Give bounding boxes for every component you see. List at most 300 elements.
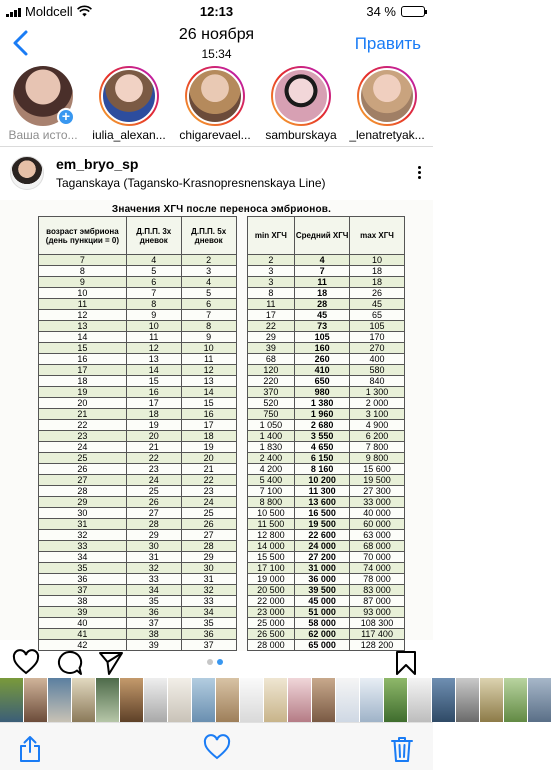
- table-header: возраст эмбриона (день пункции = 0): [39, 217, 127, 255]
- table-gap: [236, 332, 247, 343]
- table-cell: 3 100: [350, 409, 405, 420]
- table-cell: 34: [126, 585, 181, 596]
- table-cell: 15 600: [350, 464, 405, 475]
- table-cell: 27 200: [295, 552, 350, 563]
- table-cell: 29: [126, 530, 181, 541]
- table-gap: [236, 519, 247, 530]
- table-cell: 18: [350, 277, 405, 288]
- table-cell: 4: [126, 255, 181, 266]
- thumbnail[interactable]: [96, 678, 119, 722]
- table-cell: 1 050: [247, 420, 295, 431]
- more-options-icon[interactable]: [418, 166, 421, 179]
- thumbnail[interactable]: [408, 678, 431, 722]
- stories-tray: [0, 66, 433, 144]
- table-cell: 30: [126, 541, 181, 552]
- table-gap: [236, 596, 247, 607]
- carrier-name: Moldcell: [25, 4, 73, 19]
- table-cell: 39: [247, 343, 295, 354]
- table-cell: 22: [247, 321, 295, 332]
- table-cell: 650: [295, 376, 350, 387]
- table-cell: 22: [181, 475, 236, 486]
- table-cell: 12 800: [247, 530, 295, 541]
- table-cell: 40 000: [350, 508, 405, 519]
- table-cell: 15 500: [247, 552, 295, 563]
- table-cell: 19 500: [295, 519, 350, 530]
- table-cell: 31 000: [295, 563, 350, 574]
- table-cell: 580: [350, 365, 405, 376]
- table-cell: 33: [181, 596, 236, 607]
- table-cell: 35: [181, 618, 236, 629]
- table-cell: 23: [39, 431, 127, 442]
- table-cell: 21: [126, 442, 181, 453]
- table-header: Д.П.П. 3х дневок: [126, 217, 181, 255]
- bottom-toolbar: [0, 722, 433, 770]
- table-cell: 6 150: [295, 453, 350, 464]
- table-cell: 18: [295, 288, 350, 299]
- table-cell: 27 300: [350, 486, 405, 497]
- table-cell: 15: [39, 343, 127, 354]
- thumbnail[interactable]: [240, 678, 263, 722]
- story-item[interactable]: [258, 66, 344, 142]
- carousel-dot-active: [217, 659, 223, 665]
- table-cell: 31: [39, 519, 127, 530]
- table-cell: 18: [126, 409, 181, 420]
- table-cell: 7 100: [247, 486, 295, 497]
- thumbnail[interactable]: [0, 678, 23, 722]
- photo-thumbnail-strip[interactable]: [0, 678, 433, 722]
- table-cell: 120: [247, 365, 295, 376]
- table-gap: [236, 398, 247, 409]
- table-gap: [236, 585, 247, 596]
- table-cell: 78 000: [350, 574, 405, 585]
- table-header: max ХГЧ: [350, 217, 405, 255]
- table-cell: 5: [126, 266, 181, 277]
- table-cell: 10: [181, 343, 236, 354]
- table-cell: 9: [39, 277, 127, 288]
- table-cell: 45: [350, 299, 405, 310]
- table-cell: 12: [126, 343, 181, 354]
- table-row: [39, 387, 405, 398]
- table-cell: 18: [39, 376, 127, 387]
- table-cell: 14: [39, 332, 127, 343]
- table-cell: 14: [181, 387, 236, 398]
- table-cell: 11: [181, 354, 236, 365]
- table-cell: 17: [247, 310, 295, 321]
- story-ring: [99, 66, 159, 126]
- post-image[interactable]: [0, 200, 433, 650]
- table-gap: [236, 420, 247, 431]
- avatar: [359, 68, 415, 124]
- nav-date: 26 ноября: [178, 26, 255, 43]
- table-cell: 32: [181, 585, 236, 596]
- table-cell: 31: [126, 552, 181, 563]
- thumbnail[interactable]: [504, 678, 527, 722]
- table-cell: 39: [126, 640, 181, 651]
- table-cell: 2 400: [247, 453, 295, 464]
- avatar: [13, 66, 73, 126]
- table-cell: 6: [181, 299, 236, 310]
- table-gap: [236, 574, 247, 585]
- table-gap: [236, 497, 247, 508]
- table-row: [39, 321, 405, 332]
- table-cell: 17 100: [247, 563, 295, 574]
- story-own[interactable]: [0, 66, 86, 142]
- table-cell: 400: [350, 354, 405, 365]
- table-cell: 65: [350, 310, 405, 321]
- table-cell: 14 000: [247, 541, 295, 552]
- table-cell: 32: [126, 563, 181, 574]
- table-gap: [236, 607, 247, 618]
- table-row: [39, 332, 405, 343]
- table-row: [39, 420, 405, 431]
- table-cell: 23: [126, 464, 181, 475]
- table-cell: 750: [247, 409, 295, 420]
- table-cell: 27: [39, 475, 127, 486]
- clock: 12:13: [199, 4, 234, 19]
- table-cell: 260: [295, 354, 350, 365]
- thumbnail[interactable]: [288, 678, 311, 722]
- post-username[interactable]: em_bryo_sp: [56, 156, 139, 172]
- table-cell: 7: [126, 288, 181, 299]
- table-row: [39, 585, 405, 596]
- table-cell: 25 000: [247, 618, 295, 629]
- table-cell: 22: [39, 420, 127, 431]
- table-cell: 20: [126, 431, 181, 442]
- table-cell: 32: [39, 530, 127, 541]
- post-actions: [0, 646, 433, 678]
- table-row: [39, 310, 405, 321]
- table-row: [39, 574, 405, 585]
- table-cell: 8: [39, 266, 127, 277]
- table-cell: 11: [39, 299, 127, 310]
- table-row: [39, 541, 405, 552]
- table-cell: 25: [39, 453, 127, 464]
- table-cell: 25: [181, 508, 236, 519]
- table-row: [39, 398, 405, 409]
- table-cell: 2: [181, 255, 236, 266]
- table-cell: 37: [126, 618, 181, 629]
- avatar: [187, 68, 243, 124]
- table-cell: 170: [350, 332, 405, 343]
- table-cell: 15: [126, 376, 181, 387]
- table-cell: 36: [126, 607, 181, 618]
- bookmark-icon[interactable]: [395, 650, 417, 676]
- thumbnail[interactable]: [480, 678, 503, 722]
- table-cell: 13: [181, 376, 236, 387]
- table-cell: 2 680: [295, 420, 350, 431]
- table-cell: 1 300: [350, 387, 405, 398]
- thumbnail[interactable]: [216, 678, 239, 722]
- thumbnail[interactable]: [120, 678, 143, 722]
- table-cell: 20: [39, 398, 127, 409]
- table-header: min ХГЧ: [247, 217, 295, 255]
- table-cell: 34: [181, 607, 236, 618]
- table-cell: 45: [295, 310, 350, 321]
- table-cell: 28: [126, 519, 181, 530]
- add-story-icon[interactable]: +: [57, 108, 75, 126]
- table-cell: 34: [39, 552, 127, 563]
- table-gap: [236, 530, 247, 541]
- table-cell: 39: [39, 607, 127, 618]
- table-cell: 31: [181, 574, 236, 585]
- carousel-dot: [207, 659, 213, 665]
- heart-icon[interactable]: [203, 735, 231, 761]
- table-cell: 19 000: [247, 574, 295, 585]
- avatar: [273, 68, 329, 124]
- table-cell: 28 000: [247, 640, 295, 651]
- table-cell: 5: [181, 288, 236, 299]
- table-cell: 19 500: [350, 475, 405, 486]
- table-cell: 160: [295, 343, 350, 354]
- table-cell: 23 000: [247, 607, 295, 618]
- table-cell: 105: [295, 332, 350, 343]
- battery-icon: [401, 6, 425, 17]
- table-cell: 10: [350, 255, 405, 266]
- thumbnail[interactable]: [48, 678, 71, 722]
- table-header-row: [39, 217, 405, 255]
- table-row: [39, 354, 405, 365]
- battery-percent: 34 %: [366, 4, 396, 19]
- table-cell: 73: [295, 321, 350, 332]
- table-cell: 26 500: [247, 629, 295, 640]
- table-cell: 62 000: [295, 629, 350, 640]
- table-row: [39, 618, 405, 629]
- table-cell: 70 000: [350, 552, 405, 563]
- table-cell: 13 600: [295, 497, 350, 508]
- story-name: iulia_alexan...: [92, 128, 166, 142]
- table-cell: 33 000: [350, 497, 405, 508]
- table-cell: 37: [39, 585, 127, 596]
- table-gap: [236, 266, 247, 277]
- table-row: [39, 563, 405, 574]
- table-row: [39, 508, 405, 519]
- avatar[interactable]: [10, 156, 44, 190]
- table-header: Средний ХГЧ: [295, 217, 350, 255]
- table-cell: 51 000: [295, 607, 350, 618]
- table-cell: 15: [181, 398, 236, 409]
- table-cell: 17: [126, 398, 181, 409]
- table-cell: 22 000: [247, 596, 295, 607]
- trash-icon[interactable]: [390, 735, 414, 763]
- table-cell: 7 800: [350, 442, 405, 453]
- table-cell: 35: [39, 563, 127, 574]
- table-cell: 3: [247, 266, 295, 277]
- table-cell: 270: [350, 343, 405, 354]
- table-cell: 9: [126, 310, 181, 321]
- table-gap: [236, 365, 247, 376]
- table-cell: 28: [181, 541, 236, 552]
- table-title: Значения ХГЧ после переноса эмбрионов.: [111, 204, 332, 215]
- thumbnail[interactable]: [24, 678, 47, 722]
- thumbnail[interactable]: [168, 678, 191, 722]
- table-gap: [236, 563, 247, 574]
- table-cell: 24: [181, 497, 236, 508]
- table-gap: [236, 288, 247, 299]
- table-row: [39, 277, 405, 288]
- table-row: [39, 266, 405, 277]
- table-gap: [236, 310, 247, 321]
- table-cell: 1 400: [247, 431, 295, 442]
- table-row: [39, 486, 405, 497]
- heart-icon[interactable]: [12, 650, 40, 676]
- thumbnail[interactable]: [336, 678, 359, 722]
- table-cell: 1 380: [295, 398, 350, 409]
- table-cell: 11: [295, 277, 350, 288]
- divider: [0, 146, 433, 147]
- table-row: [39, 431, 405, 442]
- share-upload-icon[interactable]: [18, 735, 42, 763]
- table-cell: 10 500: [247, 508, 295, 519]
- table-cell: 12: [39, 310, 127, 321]
- table-cell: 10: [39, 288, 127, 299]
- table-gap: [236, 464, 247, 475]
- table-cell: 11 500: [247, 519, 295, 530]
- table-cell: 840: [350, 376, 405, 387]
- table-cell: 4 900: [350, 420, 405, 431]
- table-cell: 13: [39, 321, 127, 332]
- table-cell: 87 000: [350, 596, 405, 607]
- table-row: [39, 629, 405, 640]
- table-cell: 117 400: [350, 629, 405, 640]
- thumbnail[interactable]: [144, 678, 167, 722]
- thumbnail[interactable]: [192, 678, 215, 722]
- table-cell: 5 400: [247, 475, 295, 486]
- table-cell: 1 960: [295, 409, 350, 420]
- thumbnail[interactable]: [312, 678, 335, 722]
- table-cell: 63 000: [350, 530, 405, 541]
- table-cell: 45 000: [295, 596, 350, 607]
- table-cell: 65 000: [295, 640, 350, 651]
- table-gap: [236, 541, 247, 552]
- table-cell: 36: [39, 574, 127, 585]
- thumbnail[interactable]: [528, 678, 551, 722]
- table-gap: [236, 321, 247, 332]
- table-gap: [236, 255, 247, 266]
- table-row: [39, 299, 405, 310]
- table-cell: 520: [247, 398, 295, 409]
- table-gap: [236, 442, 247, 453]
- story-item[interactable]: [172, 66, 258, 142]
- table-cell: 108 300: [350, 618, 405, 629]
- table-gap: [236, 431, 247, 442]
- table-gap: [236, 552, 247, 563]
- table-cell: 19: [126, 420, 181, 431]
- comment-icon[interactable]: [56, 650, 83, 676]
- table-row: [39, 453, 405, 464]
- table-cell: 16: [39, 354, 127, 365]
- table-cell: 41: [39, 629, 127, 640]
- avatar: [101, 68, 157, 124]
- nav-time: 15:34: [201, 47, 232, 61]
- table-cell: 3 550: [295, 431, 350, 442]
- story-name: samburskaya: [265, 128, 337, 142]
- table-cell: 23: [181, 486, 236, 497]
- table-gap: [236, 486, 247, 497]
- table-gap: [236, 277, 247, 288]
- thumbnail[interactable]: [384, 678, 407, 722]
- table-cell: 74 000: [350, 563, 405, 574]
- edit-button[interactable]: Править: [354, 34, 421, 53]
- story-ring: [185, 66, 245, 126]
- table-cell: 33: [39, 541, 127, 552]
- table-cell: 8: [247, 288, 295, 299]
- table-cell: 9: [181, 332, 236, 343]
- table-cell: 27: [126, 508, 181, 519]
- table-cell: 7: [181, 310, 236, 321]
- table-cell: 3: [181, 266, 236, 277]
- table-row: [39, 255, 405, 266]
- table-cell: 9 800: [350, 453, 405, 464]
- table-cell: 980: [295, 387, 350, 398]
- table-cell: 6: [126, 277, 181, 288]
- table-cell: 4 200: [247, 464, 295, 475]
- thumbnail[interactable]: [72, 678, 95, 722]
- table-row: [39, 607, 405, 618]
- table-cell: 18: [181, 431, 236, 442]
- table-row: [39, 288, 405, 299]
- table-cell: 16: [181, 409, 236, 420]
- table-cell: 36 000: [295, 574, 350, 585]
- story-item[interactable]: [344, 66, 430, 142]
- thumbnail[interactable]: [360, 678, 383, 722]
- table-row: [39, 409, 405, 420]
- table-cell: 128 200: [350, 640, 405, 651]
- table-cell: 10 200: [295, 475, 350, 486]
- thumbnail[interactable]: [264, 678, 287, 722]
- table-cell: 93 000: [350, 607, 405, 618]
- thumbnail[interactable]: [432, 678, 455, 722]
- story-name: chigarevael...: [179, 128, 251, 142]
- table-cell: 29: [181, 552, 236, 563]
- table-cell: 28: [295, 299, 350, 310]
- table-cell: 6 200: [350, 431, 405, 442]
- table-cell: 38: [39, 596, 127, 607]
- table-cell: 27: [181, 530, 236, 541]
- table-cell: 220: [247, 376, 295, 387]
- story-name: Ваша исто...: [8, 128, 78, 142]
- table-row: [39, 464, 405, 475]
- table-cell: 8 800: [247, 497, 295, 508]
- table-cell: 4: [181, 277, 236, 288]
- status-bar: [0, 0, 433, 22]
- table-gap: [236, 629, 247, 640]
- send-icon[interactable]: [98, 650, 124, 676]
- table-cell: 3: [247, 277, 295, 288]
- table-cell: 105: [350, 321, 405, 332]
- table-cell: 7: [39, 255, 127, 266]
- table-cell: 26: [126, 497, 181, 508]
- story-item[interactable]: [86, 66, 172, 142]
- table-cell: 4: [295, 255, 350, 266]
- table-gap: [236, 217, 247, 255]
- table-cell: 16 500: [295, 508, 350, 519]
- table-cell: 30: [39, 508, 127, 519]
- table-gap: [236, 618, 247, 629]
- table-cell: 83 000: [350, 585, 405, 596]
- table-cell: 25: [126, 486, 181, 497]
- table-cell: 11: [247, 299, 295, 310]
- table-cell: 29: [39, 497, 127, 508]
- table-cell: 33: [126, 574, 181, 585]
- thumbnail[interactable]: [456, 678, 479, 722]
- carousel-dots: [207, 659, 223, 665]
- table-cell: 8 160: [295, 464, 350, 475]
- table-cell: 14: [126, 365, 181, 376]
- navigation-bar: [0, 22, 433, 66]
- post-header: [0, 152, 433, 198]
- post-location[interactable]: Taganskaya (Taganskо-Krasnopresnenskaya Line): [56, 176, 326, 190]
- table-gap: [236, 354, 247, 365]
